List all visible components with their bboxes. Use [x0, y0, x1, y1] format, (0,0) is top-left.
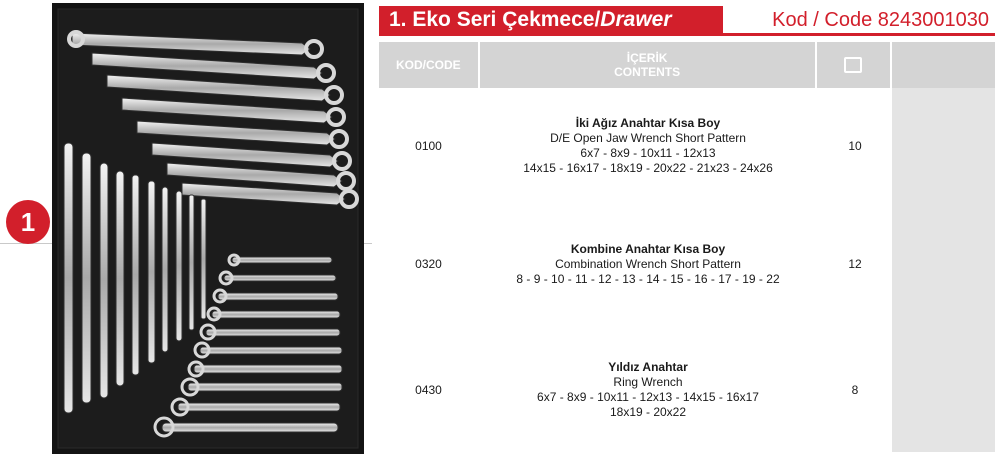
row-name: Kombine Anahtar Kısa Boy — [570, 241, 726, 256]
quantity-box-icon — [844, 57, 862, 73]
header-quantity — [817, 42, 891, 88]
drawer-title-main: 1. Eko Seri Çekmece/ — [389, 8, 601, 31]
wrench-tray-illustration — [52, 3, 364, 454]
header-code: KOD/CODE — [379, 42, 478, 88]
table-row — [379, 96, 889, 196]
row-english: Ring Wrench — [613, 375, 683, 389]
drawer-title-italic: Drawer — [600, 8, 672, 31]
row-sizes: 6x7 - 8x9 - 10x11 - 12x13 - 14x15 - 16x17 — [537, 390, 759, 404]
product-code: Kod / Code 8243001030 — [772, 9, 989, 31]
header-contents-en: CONTENTS — [614, 65, 681, 79]
row-english: Combination Wrench Short Pattern — [555, 256, 741, 271]
header-contents-tr: İÇERİK — [626, 51, 668, 65]
drawer-number-badge — [6, 200, 50, 244]
header-contents — [480, 42, 815, 88]
row-quantity: 10 — [848, 139, 862, 153]
drawer-title — [379, 6, 723, 33]
table-header — [379, 42, 995, 88]
product-photo — [52, 3, 364, 454]
row-code: 0320 — [415, 257, 442, 271]
product-info-panel — [379, 6, 995, 452]
row-sizes: 8 - 9 - 10 - 11 - 12 - 13 - 14 - 15 - 16 - 17 - 19 - 22 — [516, 271, 780, 286]
row-quantity: 12 — [848, 257, 862, 271]
row-quantity: 8 — [851, 383, 859, 397]
title-bar — [379, 6, 995, 36]
row-sizes: 18x19 - 20x22 — [609, 405, 687, 419]
row-english: D/E Open Jaw Wrench Short Pattern — [550, 131, 746, 145]
table-row — [379, 214, 889, 314]
row-code: 0430 — [415, 383, 442, 397]
row-sizes: 14x15 - 16x17 - 18x19 - 20x22 - 21x23 - 24x26 — [523, 161, 773, 175]
side-column — [892, 88, 995, 452]
header-empty — [892, 42, 995, 88]
row-description — [480, 340, 816, 440]
row-name: Yıldız Anahtar — [608, 360, 688, 374]
row-description — [480, 214, 816, 314]
row-name: İki Ağız Anahtar Kısa Boy — [575, 116, 721, 130]
row-sizes: 6x7 - 8x9 - 10x11 - 12x13 — [580, 146, 716, 160]
badge-number: 1 — [20, 206, 36, 237]
row-code: 0100 — [415, 139, 442, 153]
row-description — [480, 96, 816, 196]
table-row — [379, 340, 889, 440]
